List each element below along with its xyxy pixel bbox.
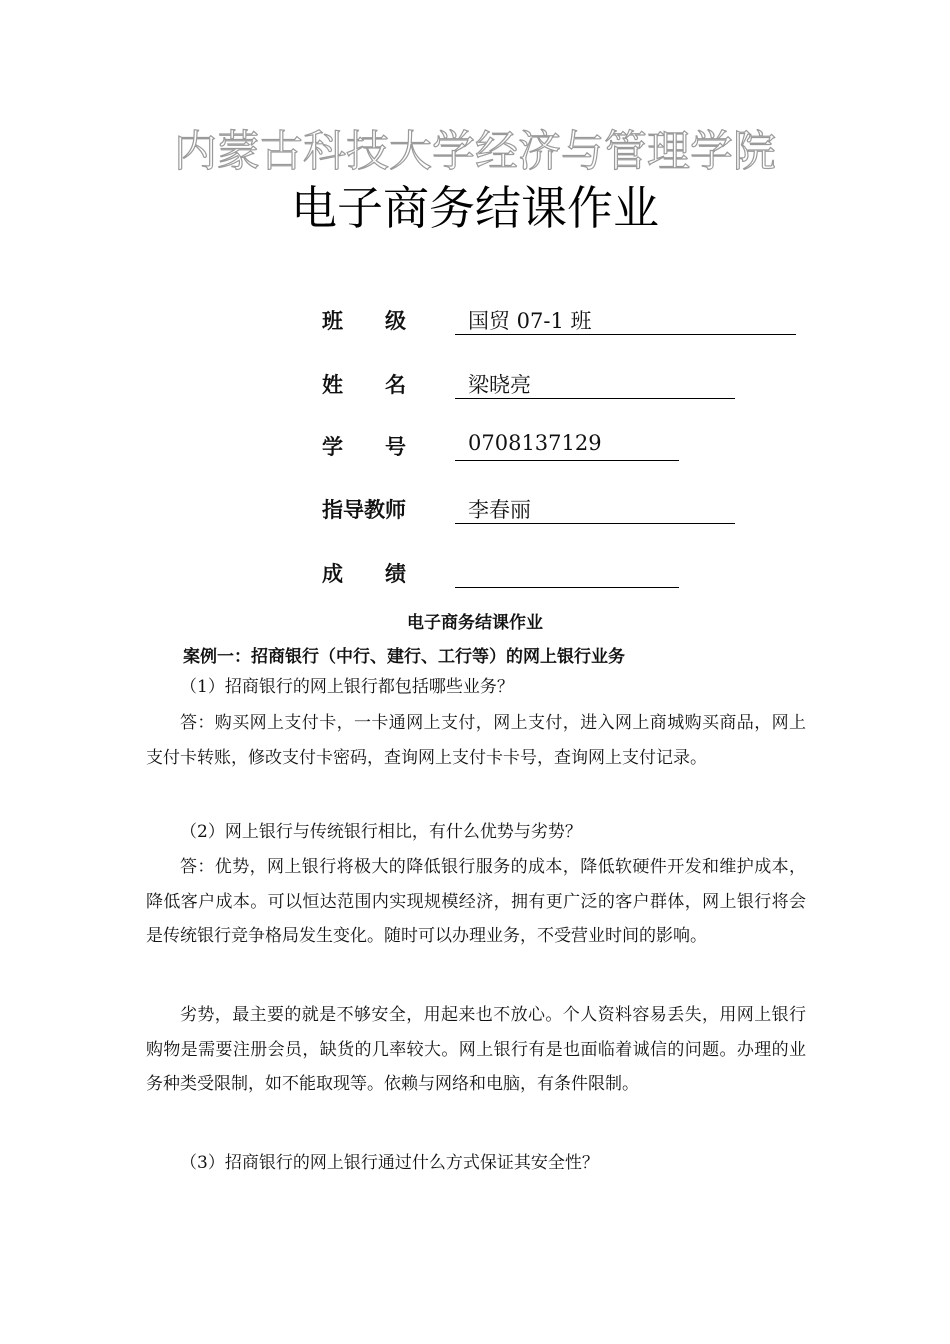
section-heading: 电子商务结课作业 — [407, 613, 543, 633]
answer-2-disadvantages: 劣势，最主要的就是不够安全，用起来也不放心。个人资料容易丢失，用网上银行购物是需要注册会员，缺货的几率较大。网上银行有是也面临着诚信的问题。办理的业务种类受限制，如不能取现等。依赖与网络和电脑，有条件限制。 — [146, 1005, 806, 1094]
answer-1: 答：购买网上支付卡，一卡通网上支付，网上支付，进入网上商城购买商品，网上支付卡转账，修改支付卡密码，查询网上支付卡卡号，查询网上支付记录。 — [146, 713, 806, 768]
course-title: 电子商务结课作业 — [291, 181, 659, 235]
advisor-value: 李春丽 — [455, 494, 735, 524]
question-3: （3）招商银行的网上银行通过什么方式保证其安全性？ — [180, 1153, 599, 1173]
case-title: 案例一：招商银行（中行、建行、工行等）的网上银行业务 — [183, 647, 625, 667]
advisor-label: 指导教师 — [322, 498, 406, 522]
name-value: 梁晓亮 — [455, 369, 735, 399]
class-value: 国贸 07-1 班 — [455, 305, 796, 335]
class-label: 班 级 — [322, 309, 406, 333]
question-2: （2）网上银行与传统银行相比，有什么优势与劣势？ — [180, 822, 582, 842]
student-id-value: 0708137129 — [455, 431, 679, 461]
grade-label: 成 绩 — [322, 562, 406, 586]
question-1: （1）招商银行的网上银行都包括哪些业务？ — [180, 677, 514, 697]
name-label: 姓 名 — [322, 373, 406, 397]
school-title: 内蒙古科技大学经济与管理学院 — [174, 127, 776, 177]
answer-2-advantages: 答：优势，网上银行将极大的降低银行服务的成本，降低软硬件开发和维护成本，降低客户成本。可以恒达范围内实现规模经济，拥有更广泛的客户群体，网上银行将会是传统银行竞争格局发生变化。随时可以办理业务，不受营业时间的影响。 — [146, 857, 806, 946]
student-id-label: 学 号 — [322, 435, 406, 459]
grade-value — [455, 558, 679, 588]
